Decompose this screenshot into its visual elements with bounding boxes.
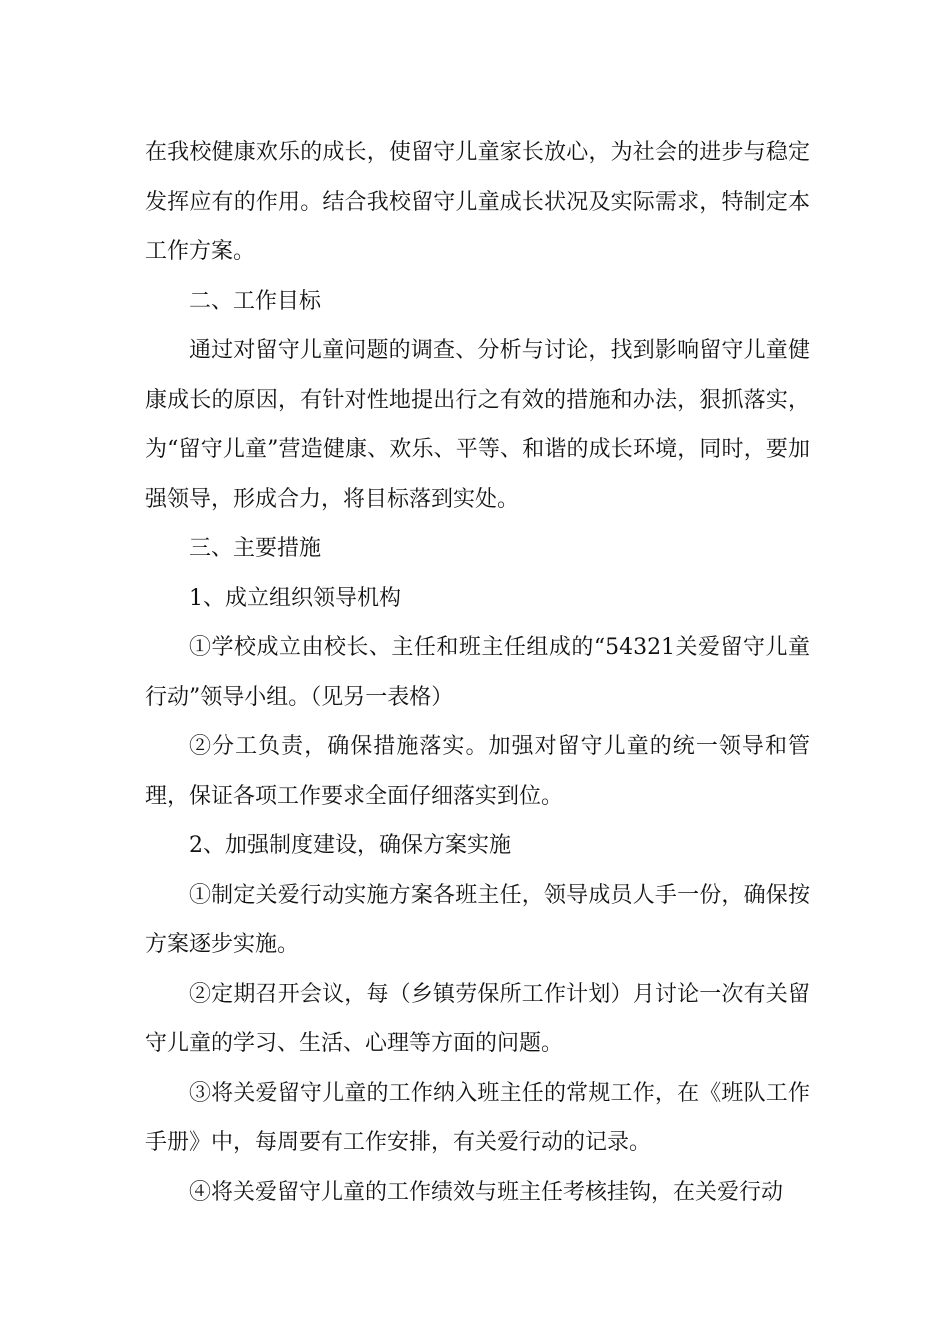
subheading-organization: 1、成立组织领导机构 (189, 585, 401, 611)
paragraph-intro-continued: 在我校健康欢乐的成长，使留守儿童家长放心，为社会的进步与稳定发挥应有的作用。结合我校留守儿童成长状况及实际需求，特制定本工作方案。 (145, 140, 810, 264)
paragraph-item-1-2: ②分工负责，确保措施落实。加强对留守儿童的统一领导和管理，保证各项工作要求全面仔细落实到位。 (145, 734, 810, 809)
document-body (145, 128, 810, 1217)
section-heading-main-measures: 三、主要措施 (189, 536, 322, 561)
paragraph-work-goals: 通过对留守儿童问题的调查、分析与讨论，找到影响留守儿童健康成长的原因，有针对性地提出行之有效的措施和办法，狠抓落实，为“留守儿童”营造健康、欢乐、平等、和谐的成长环境，同时，要加强领导，形成合力，将目标落到实处。 (145, 338, 810, 512)
subheading-system-building: 2、加强制度建设，确保方案实施 (189, 833, 511, 858)
paragraph-item-2-3: ③将关爱留守儿童的工作纳入班主任的常规工作，在《班队工作手册》中，每周要有工作安排，有关爱行动的记录。 (145, 1080, 810, 1155)
paragraph-item-2-2: ②定期召开会议，每（乡镇劳保所工作计划）月讨论一次有关留守儿童的学习、生活、心理等方面的问题。 (145, 981, 810, 1056)
section-heading-work-goals: 二、工作目标 (189, 288, 322, 314)
paragraph-item-2-4: ④将关爱留守儿童的工作绩效与班主任考核挂钩，在关爱行动 (189, 1179, 784, 1205)
paragraph-item-2-1: ①制定关爱行动实施方案各班主任，领导成员人手一份，确保按方案逐步实施。 (145, 882, 810, 957)
paragraph-item-1-1: ①学校成立由校长、主任和班主任组成的“54321关爱留守儿童行动”领导小组。（见另一表格） (145, 635, 810, 710)
